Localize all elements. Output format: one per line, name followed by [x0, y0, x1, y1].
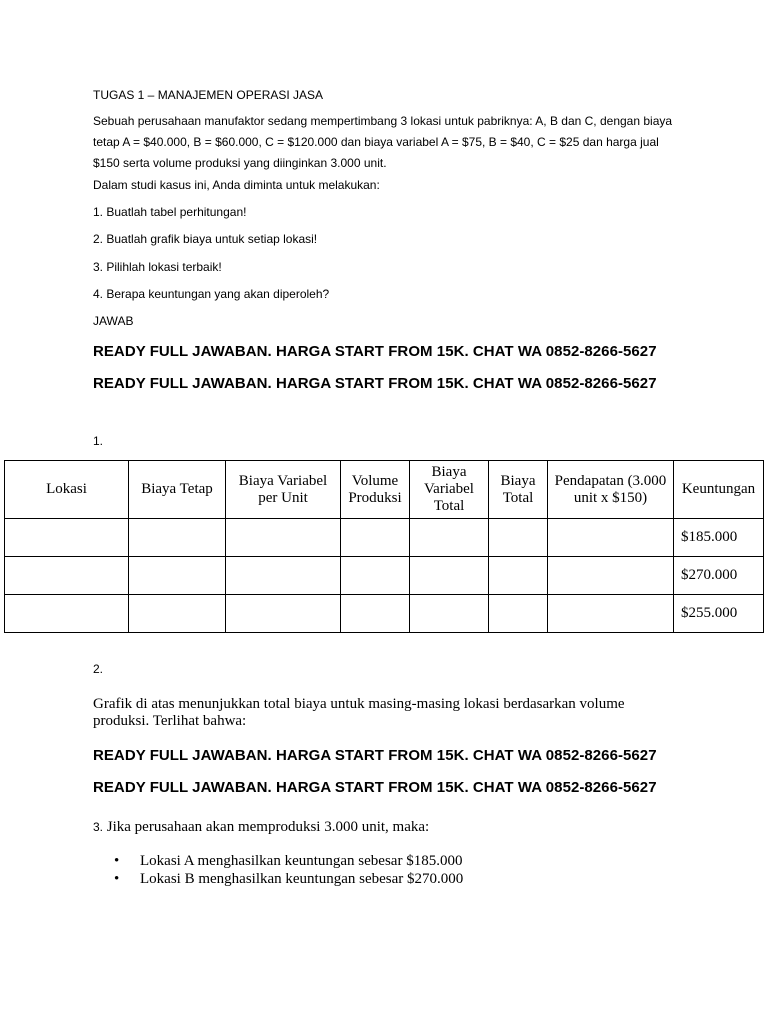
- conclusion-list: [93, 852, 463, 888]
- table-cell: [548, 595, 674, 633]
- column-header-biaya-tetap: Biaya Tetap: [129, 461, 226, 519]
- column-header-biaya-variabel-per-unit: Biaya Variabel per Unit: [226, 461, 341, 519]
- problem-statement: Sebuah perusahaan manufaktor sedang mempertimbang 3 lokasi untuk pabriknya: A, B dan C, dengan biaya tetap A = $40.000, B = $60.000, C = $120.000 dan biaya variabel A = $75, B = $40, C = $25 dan harga jual $150 serta volume produksi yang diinginkan 3.000 unit.: [93, 114, 673, 170]
- list-item: [93, 852, 463, 870]
- column-header-biaya-variabel-total: Biaya Variabel Total: [410, 461, 489, 519]
- column-header-keuntungan: Keuntungan: [674, 461, 764, 519]
- table-cell: [489, 519, 548, 557]
- profit-cell: $185.000: [674, 519, 764, 557]
- bullet-icon: •: [114, 853, 120, 869]
- task-item-4: 4. Berapa keuntungan yang akan diperoleh?: [93, 287, 330, 301]
- promo-banner: READY FULL JAWABAN. HARGA START FROM 15K. CHAT WA 0852-8266-5627: [93, 779, 657, 796]
- table-cell: [410, 519, 489, 557]
- table-cell: [129, 595, 226, 633]
- promo-banner: READY FULL JAWABAN. HARGA START FROM 15K. CHAT WA 0852-8266-5627: [93, 747, 657, 764]
- bullet-icon: •: [114, 871, 120, 887]
- profit-cell: $270.000: [674, 557, 764, 595]
- page-title: TUGAS 1 – MANAJEMEN OPERASI JASA: [93, 88, 324, 102]
- table-cell: [226, 519, 341, 557]
- section-number-1: 1.: [93, 434, 104, 448]
- table-cell: [341, 557, 410, 595]
- section-number-3: 3.: [93, 820, 104, 834]
- table-cell: [341, 519, 410, 557]
- table-cell: [548, 557, 674, 595]
- table-cell: [5, 557, 129, 595]
- section-3-intro: [93, 818, 429, 836]
- task-item-3: 3. Pilihlah lokasi terbaik!: [93, 260, 222, 274]
- table-cell: [5, 595, 129, 633]
- table-cell: [489, 595, 548, 633]
- promo-banner: READY FULL JAWABAN. HARGA START FROM 15K. CHAT WA 0852-8266-5627: [93, 343, 657, 360]
- task-item-1: 1. Buatlah tabel perhitungan!: [93, 205, 247, 219]
- table-cell: [410, 557, 489, 595]
- column-header-volume-produksi: Volume Produksi: [341, 461, 410, 519]
- list-item-text: Lokasi B menghasilkan keuntungan sebesar $270.000: [140, 871, 464, 887]
- table-row: [5, 595, 764, 633]
- table-cell: [410, 595, 489, 633]
- section-3-intro-text: Jika perusahaan akan memproduksi 3.000 unit, maka:: [106, 819, 430, 835]
- table-cell: [129, 557, 226, 595]
- table-cell: [489, 557, 548, 595]
- table-cell: [129, 519, 226, 557]
- column-header-biaya-total: Biaya Total: [489, 461, 548, 519]
- column-header-lokasi: Lokasi: [5, 461, 129, 519]
- list-item: [93, 870, 463, 888]
- calculation-table: [4, 460, 764, 633]
- table-row: [5, 519, 764, 557]
- table-cell: [226, 595, 341, 633]
- table-cell: [341, 595, 410, 633]
- table-row: [5, 557, 764, 595]
- graph-explanation: Grafik di atas menunjukkan total biaya untuk masing-masing lokasi berdasarkan volume produksi. Terlihat bahwa:: [93, 696, 625, 729]
- promo-banner: READY FULL JAWABAN. HARGA START FROM 15K. CHAT WA 0852-8266-5627: [93, 375, 657, 392]
- table-header-row: [5, 461, 764, 519]
- profit-cell: $255.000: [674, 595, 764, 633]
- list-item-text: Lokasi A menghasilkan keuntungan sebesar $185.000: [140, 853, 463, 869]
- column-header-pendapatan: Pendapatan (3.000 unit x $150): [548, 461, 674, 519]
- task-item-2: 2. Buatlah grafik biaya untuk setiap lokasi!: [93, 232, 318, 246]
- table-cell: [226, 557, 341, 595]
- table-cell: [548, 519, 674, 557]
- table-cell: [5, 519, 129, 557]
- section-number-2: 2.: [93, 662, 104, 676]
- answer-label: JAWAB: [93, 314, 134, 328]
- instruction-text: Dalam studi kasus ini, Anda diminta untuk melakukan:: [93, 178, 380, 192]
